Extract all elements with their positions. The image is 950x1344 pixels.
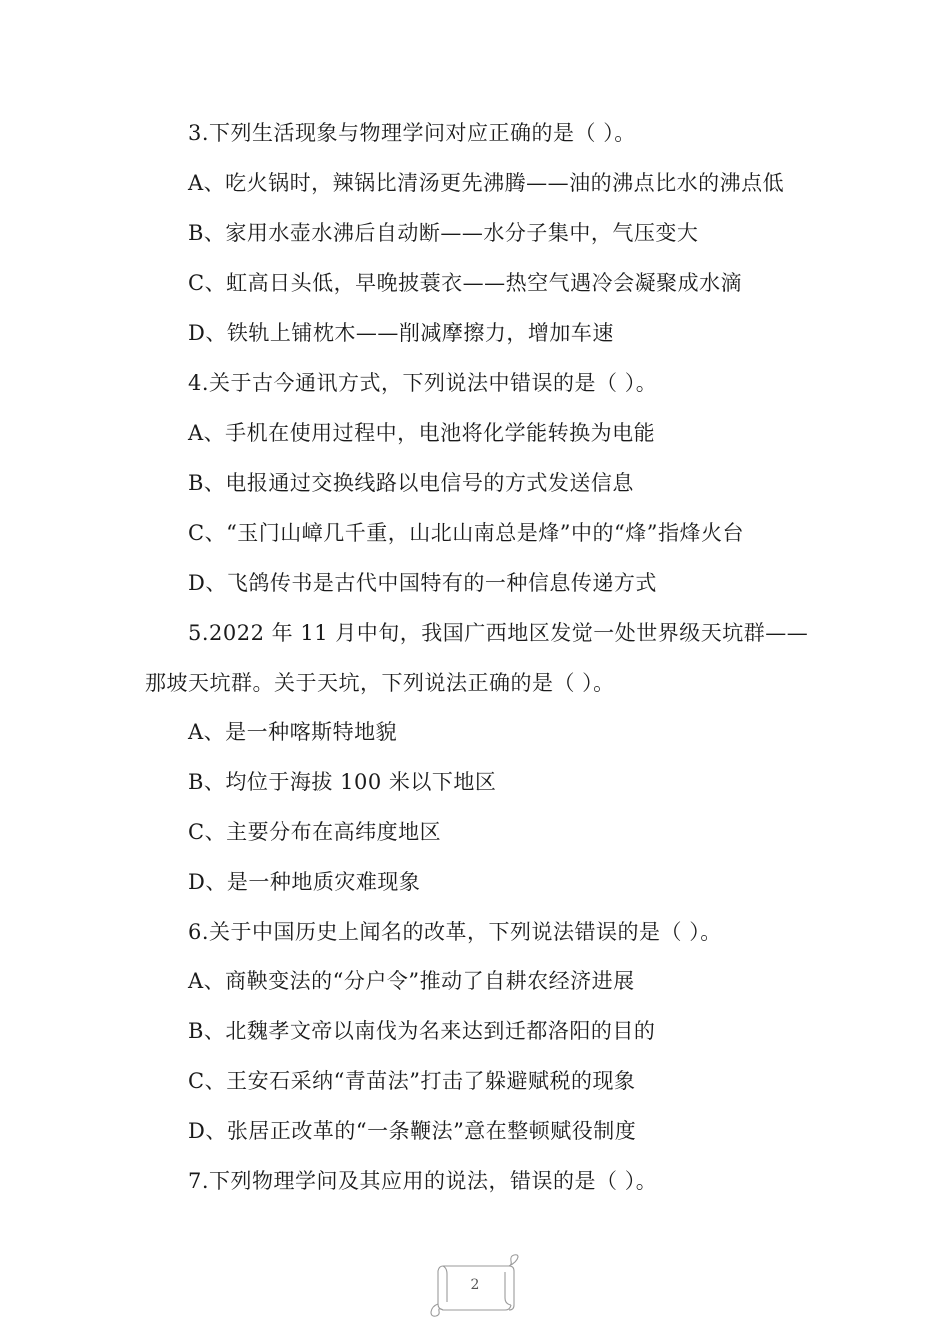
question-3-option-c: C、虹高日头低，早晚披蓑衣——热空气遇冷会凝聚成水滴 [188,271,743,295]
page-footer [425,1252,525,1322]
question-4-stem: 4.关于古今通讯方式，下列说法中错误的是（ ）。 [188,371,658,395]
question-5-option-a: A、是一种喀斯特地貌 [188,720,398,744]
question-5-option-b: B、均位于海拔 100 米以下地区 [188,770,497,794]
page-number: 2 [470,1277,480,1293]
question-3-option-a: A、吃火锅时，辣锅比清汤更先沸腾——油的沸点比水的沸点低 [188,171,785,195]
question-6-option-c: C、王安石采纳“青苗法”打击了躲避赋税的现象 [188,1069,636,1093]
question-4-option-d: D、飞鸽传书是古代中国特有的一种信息传递方式 [188,571,657,595]
question-6-option-b: B、北魏孝文帝以南伐为名来达到迁都洛阳的目的 [188,1019,656,1043]
question-7-stem: 7.下列物理学问及其应用的说法，错误的是（ ）。 [188,1169,658,1193]
question-6-stem: 6.关于中国历史上闻名的改革，下列说法错误的是（ ）。 [188,920,722,944]
question-5-stem-line-1: 5.2022 年 11 月中旬，我国广西地区发觉一处世界级天坑群—— [188,621,809,645]
question-4-option-b: B、电报通过交换线路以电信号的方式发送信息 [188,471,634,495]
question-3-option-b: B、家用水壶水沸后自动断——水分子集中，气压变大 [188,221,699,245]
question-5-option-d: D、是一种地质灾难现象 [188,870,421,894]
question-4-option-c: C、“玉门山嶂几千重，山北山南总是烽”中的“烽”指烽火台 [188,521,745,545]
question-6-option-a: A、商鞅变法的“分户令”推动了自耕农经济进展 [188,969,635,993]
question-3-stem: 3.下列生活现象与物理学问对应正确的是（ ）。 [188,121,636,145]
question-6-option-d: D、张居正改革的“一条鞭法”意在整顿赋役制度 [188,1119,637,1143]
question-4-option-a: A、手机在使用过程中，电池将化学能转换为电能 [188,421,656,445]
question-3-option-d: D、铁轨上铺枕木——削减摩擦力，增加车速 [188,321,614,345]
question-5-option-c: C、主要分布在高纬度地区 [188,820,442,844]
question-5-stem-line-2: 那坡天坑群。关于天坑，下列说法正确的是（ ）。 [145,671,615,695]
